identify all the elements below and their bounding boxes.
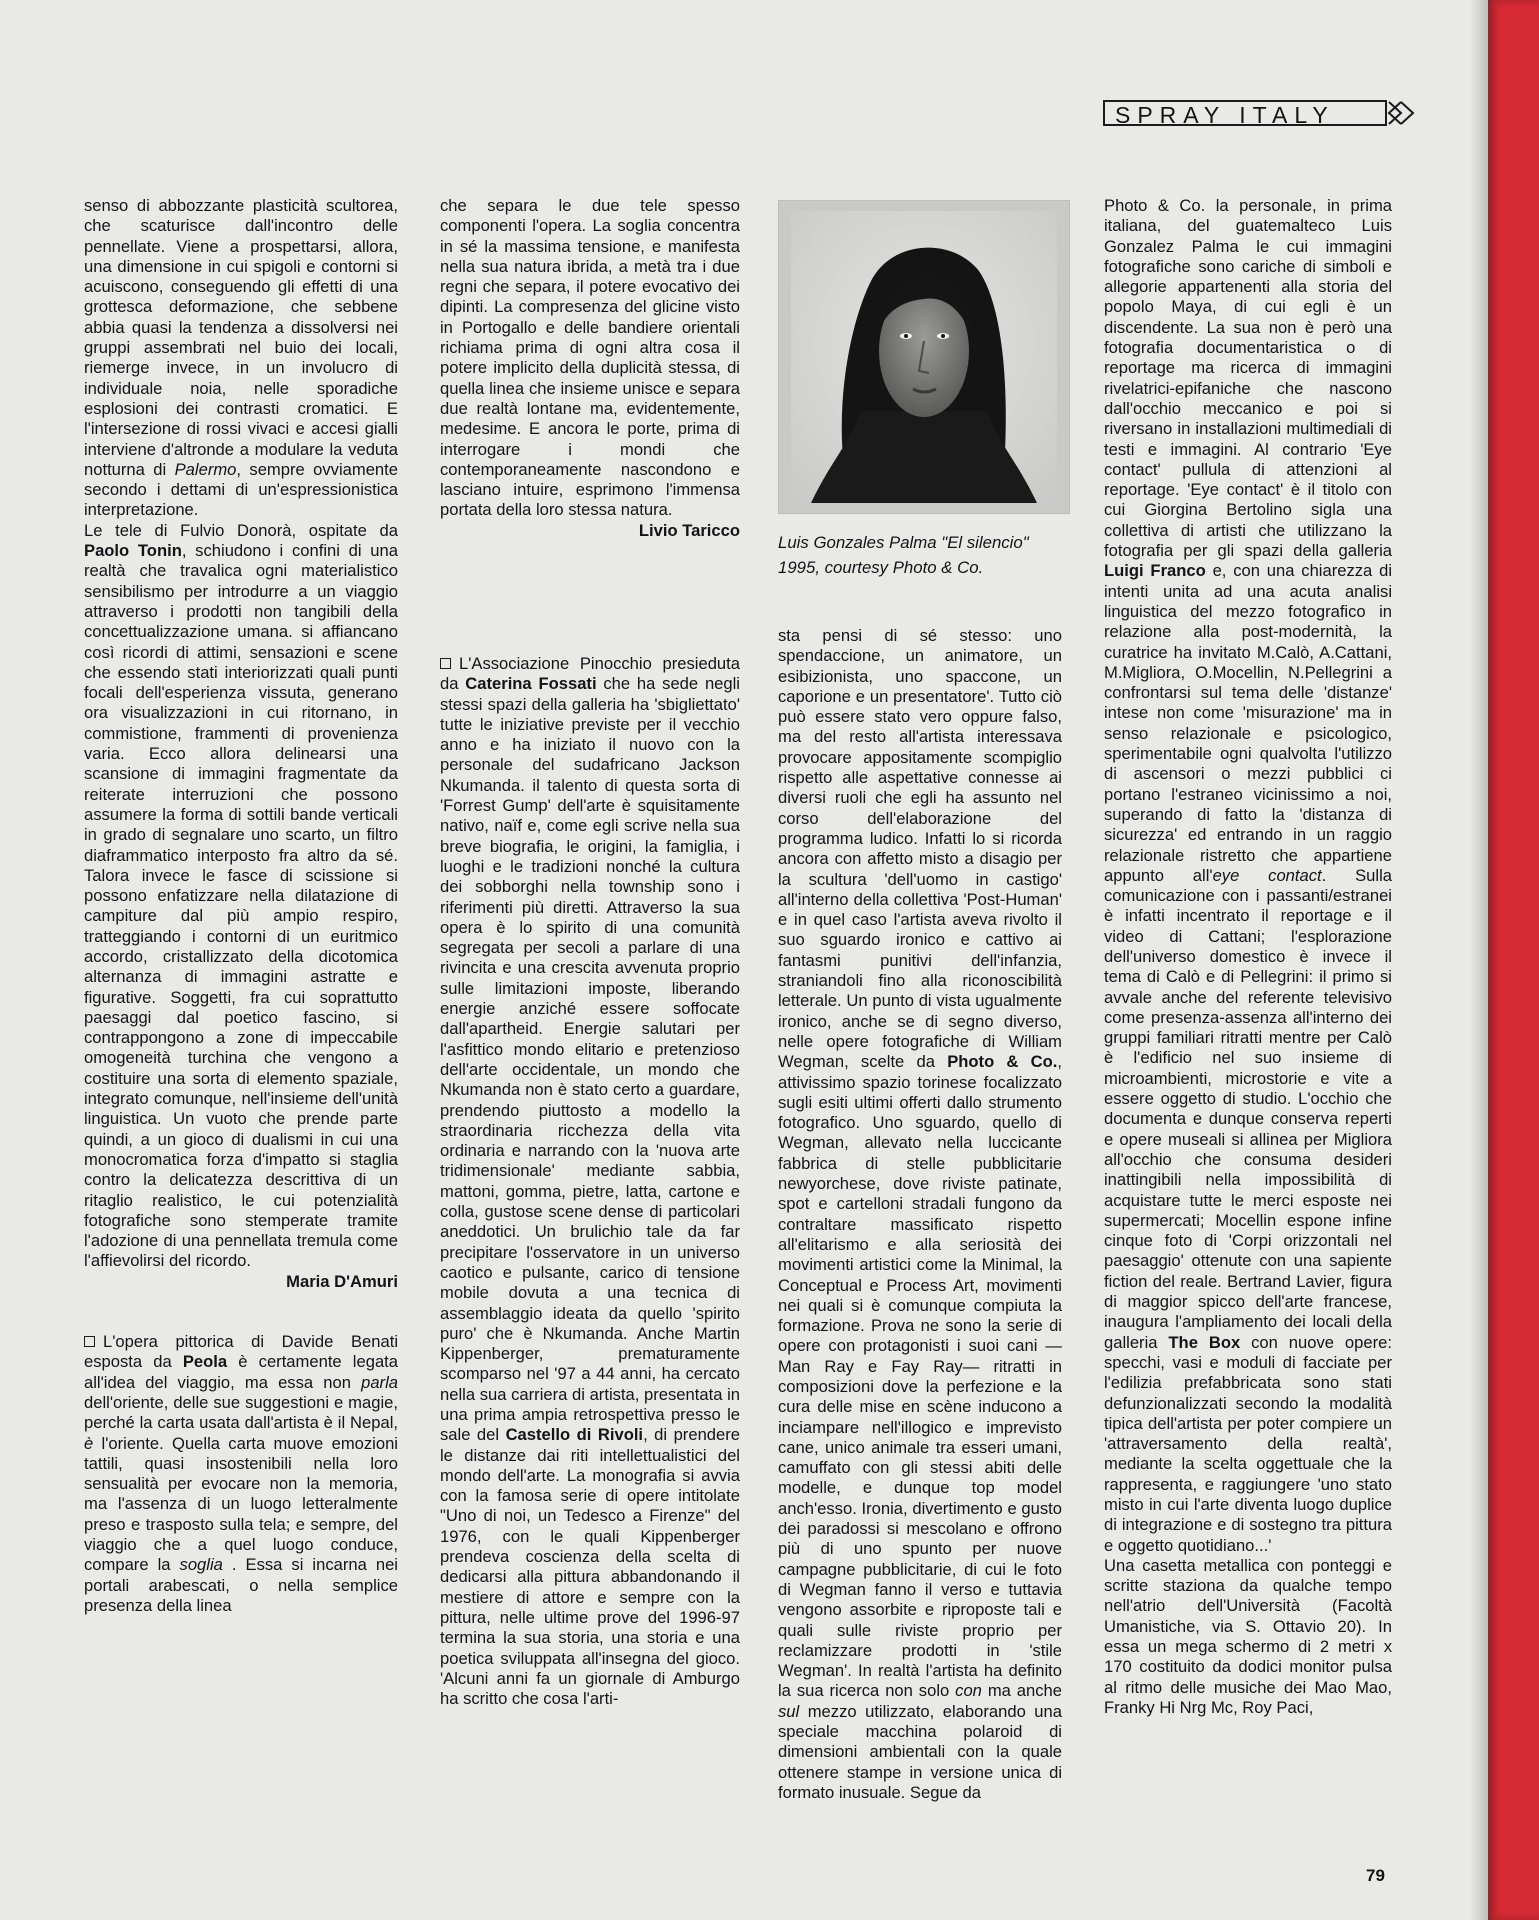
portrait-image (791, 211, 1057, 503)
column-4 (1104, 196, 1392, 1718)
article-paragraph: Una casetta metallica con ponteggi e scritte staziona da qualche tempo nell'atrio dell'Università (Facoltà Umanistiche, via S. Ottavio 20). In essa un mega schermo di 2 metri x 170 costituito da dodici monitor pulsa al ritmo delle musiche dei Mao Mao, Franky Hi Nrg Mc, Roy Paci, (1104, 1555, 1392, 1717)
column-2-top (440, 196, 740, 541)
article-paragraph: L'opera pittorica di Davide Benati esposta da Peola è certamente legata all'idea del viaggio, ma essa non parla dell'oriente, delle sue suggestioni e magie, perché la carta usata dall'artista è il Nepal, è l'oriente. Quella carta muove emozioni tattili, quasi insostenibili nella loro sensualità per evocare non la memoria, ma l'assenza di un luogo letteralmente preso e trasposto sulla tela; e sempre, del viaggio che a quel luogo conduce, compare la soglia . Essa si incarna nei portali arabescati, o nella semplice presenza della linea (84, 1332, 399, 1615)
article-paragraph: senso di abbozzante plasticità scultorea, che scaturisce dall'incontro delle pennellate. Viene a prospettarsi, allora, una dimensione in cui spigoli e contorni si acuiscono, conseguendo gli effetti di una grottesca deformazione, che sebbene abbia quasi la tendenza a dissolversi nei gruppi assembrati nel buio dei locali, riemerge invece, in un involucro di individuale noia, nelle sporadiche esplosioni dei contrasti cromatici. E l'intersezione di rossi vivaci e accesi gialli interviene d'altronde a modulare la veduta notturna di Palermo, sempre ovviamente secondo i dettami di un'espressionistica interpretazione. (84, 196, 398, 520)
article-paragraph: Le tele di Fulvio Donorà, ospitate da Paolo Tonin, schiudono i confini di una realtà che travalica ogni materialistico sensibilismo per introdurre a un viaggio attraverso i prodotti non tangibili della concettualizzazione umana. si affiancano così ricordi di attimi, sensazioni e scene che essendo stati interiorizzati quali punti focali dell'esperienza vissuta, generano ora visualizzazioni in cui ritornano, in commistione, frammenti di provenienza varia. Ecco allora delinearsi una scansione di immagini fragmentate da reiterate interruzioni che possono assumere la forma di sottili bande verticali in grado di segnalare uno scarto, un filtro diaframmatico interposto fra altro da sé. Talora invece le fasce di scissione si possono enfatizzare nella dilatazione di campiture dal più ampio respiro, tratteggiando i contorni di un euritmico accordo, cristallizzato della dicotomica alternanza di immagini astratte e figurative. Soggetti, fra cui soprattutto paesaggi dal poetico fascino, si contrappongono a zone di impeccabile omogeneità turchina che vengono a costituire una sorta di elemento spaziale, integrato comunque, nell'insieme dell'unità linguistica. Un vuoto che prende parte quindi, a un gioco di dualismi in cui una monocromatica forza d'impatto si staglia contro la delicatezza descrittiva di un ritaglio realistico, le cui potenzialità fotografiche sono stemperate tramite l'adozione di una pennellata tremula come l'affievolirsi del ricordo. (84, 520, 398, 1271)
article-paragraph: Photo & Co. la personale, in prima italiana, del guatemalteco Luis Gonzalez Palma le cui immagini fotografiche sono cariche di simboli e allegorie appartenenti alla storia del popolo Maya, di cui egli è un discendente. La sua non è però una fotografia documentaristica o di reportage ma ricerca di immagini rivelatrici-epifaniche che nascono dall'occhio meccanico e poi si riversano in installazioni multimediali di testi e immagini. Al contrario 'Eye contact' pullula di attenzioni al reportage. 'Eye contact' è il titolo con cui Giorgina Bertolino sigla una collettiva di artisti che utilizzano la fotografia per gli spazi della galleria Luigi Franco e, con una chiarezza di intenti unita ad una acuta analisi linguistica del mezzo fotografico in relazione alla post-modernità, la curatrice ha invitato M.Calò, A.Cattani, M.Migliora, O.Mocellin, N.Pellegrini a confrontarsi sul tema delle 'distanze' intese non come 'misurazione' ma in senso relazionale e psicologico, sperimentabile ogni qualvolta l'utilizzo di ascensori o mezzi pubblici ci portano l'estraneo vicinissimo a noi, superando di fatto la 'distanza di sicurezza' ed entrando in un raggio relazionale ristretto che appartiene appunto all'eye contact. Sulla comunicazione con i passanti/estranei è infatti incentrato il reportage e il video di Cattani; l'esplorazione dell'universo domestico è invece il tema di Calò e di Pellegrini: il primo si avvale anche del referente televisivo come presenza-assenza all'interno dei gruppi familiari ritratti mentre per Calò è l'edificio nel suo insieme di microambienti, microstorie e vite a essere oggetto di studio. L'occhio che documenta e dunque conserva reperti e opere museali si allinea per Migliora all'occhio che consuma desideri inattingibili nella impossibilità di acquistare tutte le merci esposte nei supermercati; Mocellin espone infine cinque foto di 'Corpi orizzontali nel paesaggio' ottenute con una sapiente fiction del reale. Bertrand Lavier, figura di maggior spicco dell'arte francese, inaugura l'ampliamento dei locali della galleria The Box con nuove opere: specchi, vasi e moduli di facciate per l'edilizia prefabbricata sono stati defunzionalizzati secondo la modalità tipica dell'artista per poter compiere un 'attraversamento della realtà', mediante la scelta oggettuale che la rappresenta, e raggiungere 'uno stato misto in cui l'arte diventa luogo duplice di integrazione e di sostegno tra pittura e oggetto quotidiano...' (1104, 196, 1393, 1555)
double-chevron-right-icon (1387, 100, 1427, 130)
square-bullet-icon (84, 1336, 95, 1347)
red-edge-strip (1488, 0, 1539, 1920)
photo-caption: Luis Gonzales Palma "El silencio" 1995, courtesy Photo & Co. (778, 533, 1029, 577)
column-2-bottom (440, 654, 740, 1709)
page-number: 79 (1366, 1866, 1385, 1885)
page-edge-shadow (1470, 0, 1488, 1920)
gallery-name: The Box (1168, 1332, 1241, 1352)
author-signature: Livio Taricco (638, 520, 740, 540)
square-bullet-icon (440, 658, 451, 669)
section-title: SPRAY ITALY (1103, 100, 1387, 126)
section-header (1103, 100, 1395, 130)
column-1 (84, 196, 398, 1616)
person-name: Caterina Fossati (465, 674, 597, 694)
article-paragraph: sta pensi di sé stesso: uno spendaccione, un animatore, un esibizionista, uno spaccone, un caporione e un presentatore'. Tutto ciò può essere stato vero oppure falso, ma del resto all'artista interessava provocare appositamente scompiglio rispetto alle aspettative connesse ai diversi ruoli che egli ha assunto nel corso dell'elaborazione del programma ludico. Infatti lo si ricorda ancora con affetto misto a disagio per la scultura 'dell'uomo in castigo' all'interno della collettiva 'Post-Human' e in quel caso l'artista aveva rivolto il suo sguardo ironico e cattivo ai fantasmi punitivi dell'infanzia, straniandoli fino alla riconoscibilità letterale. Un punto di vista ugualmente ironico, anche se di segno diverso, nelle opere fotografiche di William Wegman, scelte da Photo & Co., attivissimo spazio torinese focalizzato sugli esiti ultimi offerti dallo strumento fotografico. Uno sguardo, quello di Wegman, allevato nella luccicante fabbrica di stelle pubblicitarie newyorchese, dove riviste patinate, spot e cartelloni stradali fungono da contraltare massificato rispetto all'elitarismo e alla seriosità dei movimenti artistici come la Minimal, la Conceptual e Process Art, movimenti nei quali si è comunque compiuta la formazione. Prova ne sono la serie di opere con protagonisti i suoi cani —Man Ray e Fay Ray— ritratti in composizioni dove la perfezione e la cura delle mise en scène inducono a inciampare nell'illogico e imprevisto cane, unico animale tra esseri umani, camuffato con gli stessi abiti delle modelle, e dunque top model anch'esso. Ironia, divertimento e gusto dei paradossi si mescolano e offrono più di uno spunto per nuove campagne pubblicitarie, di cui le foto di Wegman fanno il verso e tuttavia vengono assorbite e riproposte tali e quali sulle riviste proprio per reclamizzare prodotti in 'stile Wegman'. In realtà l'artista ha definito la sua ricerca non solo con ma anche sul mezzo utilizzato, elaborando una speciale macchina polaroid di dimensioni ambientali con la quale ottenere stampe in versione unica di formato inusuale. Segue da (778, 626, 1063, 1802)
article-paragraph: L'Associazione Pinocchio presieduta da Caterina Fossati che ha sede negli stessi spazi della galleria ha 'sbigliettato' tutte le iniziative previste per il vecchio anno e ha iniziato il nuovo con la personale del sudafricano Jackson Nkumanda. il talento di questa sorta di 'Forrest Gump' dell'arte è squisitamente nativo, naïf e, come egli scrive nella sua breve biografia, le origini, la famiglia, i luoghi e le tradizioni nonché la cultura dei sobborghi nella township sono i riferimenti più diretti. Attraverso la sua opera è lo spirito di una comunità segregata per secoli a parlare di una rivincita e una crescita avvenuta proprio sulle limitazioni imposte, liberando energie anziché essere soffocate dall'apartheid. Energie salutari per l'asfittico mondo elitario e pretenzioso dell'arte occidentale, un mondo che Nkumanda non è stato certo a guardare, prendendo piuttosto a modello la straordinaria ricchezza della vita ordinaria e narrando con la 'nuova arte tridimensionale' mediante sabbia, mattoni, gomma, pietre, latta, cartone e colla, gustose scene dense di particolari aneddotici. Un brulichio tale da far precipitare l'osservatore in un universo caotico e pulsante, carico di tensione mobile dovuta a una tecnica di assemblaggio ideata da quello 'spirito puro' che è Nkumanda. Anche Martin Kippenberger, prematuramente scomparso nel '97 a 44 anni, ha cercato nella sua carriera di artista, presentata in una prima ampia retrospettiva presso le sale del Castello di Rivoli, di prendere le distanze dai riti intellettualistici del mondo dell'arte. La monografia si avvia con la famosa serie di opere intitolate "Uno di noi, un Tedesco a Firenze" del 1976, con le quali Kippenberger prendeva coscienza della scelta di dedicarsi alla pittura abbandonando il mestiere di attore e sempre con la pittura, nelle ultime prove del 1996-97 termina la sua storia, una storia e una poetica sviluppata all'insegna del gioco. 'Alcuni anni fa un giornale di Amburgo ha scritto che cosa l'arti- (440, 654, 741, 1709)
portrait-photo (778, 200, 1070, 514)
author-signature: Maria D'Amuri (286, 1271, 398, 1291)
column-3 (778, 626, 1062, 1803)
venue-name: Castello di Rivoli (505, 1425, 644, 1445)
gallery-name: Photo & Co. (947, 1052, 1058, 1072)
article-paragraph: che separa le due tele spesso componenti l'opera. La soglia concentra in sé la massima tensione, e manifesta nella sua natura ibrida, a metà tra i due regni che separa, il potere evocativo dei dipinti. La compresenza del glicine visto in Portogallo e delle bandiere orientali richiama prima di ogni altra cosa il potere implicito della duplicità stessa, di quella linea che insieme unisce e separa due realtà lontane ma, evidentemente, medesime. E ancora le porte, prima di interrogare i mondi che contemporaneamente nascondono e lasciano intuire, esprimono l'immensa portata della loro stessa natura. (440, 196, 740, 520)
gallery-name: Paolo Tonin (84, 541, 182, 561)
gallery-name: Luigi Franco (1104, 561, 1206, 581)
gallery-name: Peola (182, 1352, 228, 1372)
